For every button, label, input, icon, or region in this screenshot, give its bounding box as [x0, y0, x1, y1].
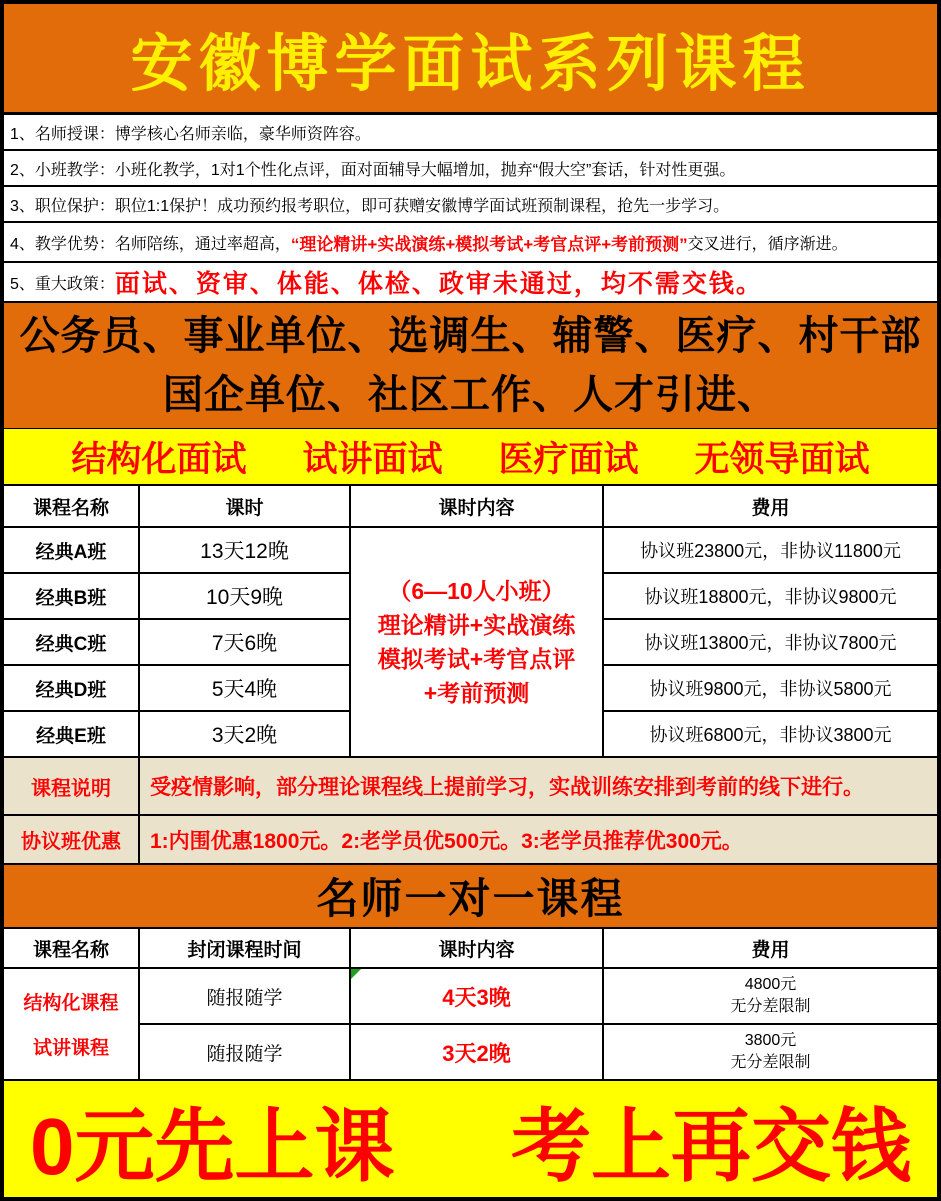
class-duration: 3天2晚	[140, 712, 349, 756]
course-fee	[604, 1025, 937, 1079]
course-time: 随报随学	[140, 969, 349, 1023]
col-header-content: 课时内容	[351, 929, 602, 967]
feature-text: 小班化教学，1对1个性化点评，面对面辅导大幅增加，抛弃“假大空”套话，针对性更强。	[114, 161, 736, 179]
feature-prefix: 5、重大政策：	[10, 275, 115, 293]
content-line: 模拟考试+考官点评	[377, 646, 576, 672]
note-label: 课程说明	[4, 758, 138, 814]
note-label: 协议班优惠	[4, 816, 138, 863]
col-header-name: 课程名称	[4, 929, 138, 967]
title-banner	[4, 4, 937, 115]
course-content	[351, 969, 602, 1023]
fee-note: 无分差限制	[730, 1054, 811, 1071]
col-header-content: 课时内容	[351, 486, 602, 526]
footer-slogan-right: 考上再交钱	[511, 1101, 911, 1191]
col-header-duration: 课时	[140, 486, 349, 526]
class-name: 经典B班	[4, 574, 138, 618]
course-content	[351, 1025, 602, 1079]
class-fee: 协议班9800元，非协议5800元	[604, 666, 937, 710]
class-name: 经典E班	[4, 712, 138, 756]
note-text: 1:内围优惠1800元。2:老学员优500元。3:老学员推荐优300元。	[140, 816, 937, 863]
interview-type: 试讲面试	[302, 439, 443, 479]
class-fee: 协议班6800元，非协议3800元	[604, 712, 937, 756]
feature-text: 博学核心名师亲临，豪华师资阵容。	[114, 125, 371, 143]
feature-list	[4, 115, 937, 303]
feature-highlight-large: 面试、资审、体能、体检、政审未通过，均不需交钱。	[114, 271, 763, 298]
footer-slogan-left: 0元先上课	[30, 1101, 395, 1191]
footer-slogan	[4, 1079, 937, 1197]
col-header-fee: 费用	[604, 929, 937, 967]
feature-suffix: 交叉进行，循序渐进。	[687, 235, 848, 253]
one-on-one-banner	[4, 863, 937, 929]
class-duration: 7天6晚	[140, 620, 349, 664]
course-label: 结构化课程	[23, 993, 119, 1014]
class-fee: 协议班18800元，非协议9800元	[604, 574, 937, 618]
feature-item-5	[4, 263, 937, 303]
feature-text: 名师陪练，通过率超高，	[114, 235, 291, 253]
fee-amount: 3800元	[744, 1032, 797, 1049]
audience-banner	[4, 303, 937, 429]
audience-line-2: 国企单位、社区工作、人才引进、	[163, 372, 778, 417]
class-name: 经典A班	[4, 528, 138, 572]
class-name: 经典D班	[4, 666, 138, 710]
class-duration: 10天9晚	[140, 574, 349, 618]
feature-highlight: “理论精讲+实战演练+模拟考试+考官点评+考前预测”	[290, 234, 688, 254]
class-name: 经典C班	[4, 620, 138, 664]
class-duration: 13天12晚	[140, 528, 349, 572]
feature-prefix: 1、名师授课：	[10, 125, 115, 143]
col-header-fee: 费用	[604, 486, 937, 526]
course-time: 随报随学	[140, 1025, 349, 1079]
feature-item-1	[4, 115, 937, 151]
interview-type: 医疗面试	[498, 439, 639, 479]
class-content-merged-cell	[351, 528, 602, 756]
course-fee	[604, 969, 937, 1023]
feature-item-4	[4, 223, 937, 263]
feature-item-2	[4, 151, 937, 187]
class-fee: 协议班13800元，非协议7800元	[604, 620, 937, 664]
content-line: （6—10人小班）	[388, 578, 565, 604]
note-text: 受疫情影响，部分理论课程线上提前学习，实战训练安排到考前的线下进行。	[140, 758, 937, 814]
interview-types-band	[4, 429, 937, 486]
content-line: 理论精讲+实战演练	[377, 612, 576, 638]
course-content-text: 3天2晚	[442, 1040, 511, 1066]
page-title: 安徽博学面试系列课程	[130, 30, 811, 99]
feature-prefix: 4、教学优势：	[10, 235, 115, 253]
class-fee: 协议班23800元，非协议11800元	[604, 528, 937, 572]
one-on-one-title: 名师一对一课程	[316, 875, 625, 922]
cell-note-marker-icon	[351, 969, 361, 979]
one-on-one-course-labels	[4, 969, 138, 1079]
interview-type: 无领导面试	[694, 439, 870, 479]
feature-text: 职位1:1保护！成功预约报考职位，即可获赠安徽博学面试班预制课程，抢先一步学习。	[114, 197, 730, 215]
interview-type: 结构化面试	[71, 439, 247, 479]
audience-line-1: 公务员、事业单位、选调生、辅警、医疗、村干部	[19, 313, 922, 358]
course-content-text: 4天3晚	[442, 984, 511, 1010]
feature-prefix: 3、职位保护：	[10, 197, 115, 215]
content-line: +考前预测	[423, 680, 530, 706]
course-label: 试讲课程	[32, 1038, 109, 1059]
course-table	[4, 486, 937, 863]
one-on-one-table	[4, 929, 937, 1079]
class-duration: 5天4晚	[140, 666, 349, 710]
col-header-name: 课程名称	[4, 486, 138, 526]
col-header-time: 封闭课程时间	[140, 929, 349, 967]
feature-item-3	[4, 187, 937, 223]
feature-prefix: 2、小班教学：	[10, 161, 115, 179]
fee-note: 无分差限制	[730, 998, 811, 1015]
fee-amount: 4800元	[744, 976, 797, 993]
